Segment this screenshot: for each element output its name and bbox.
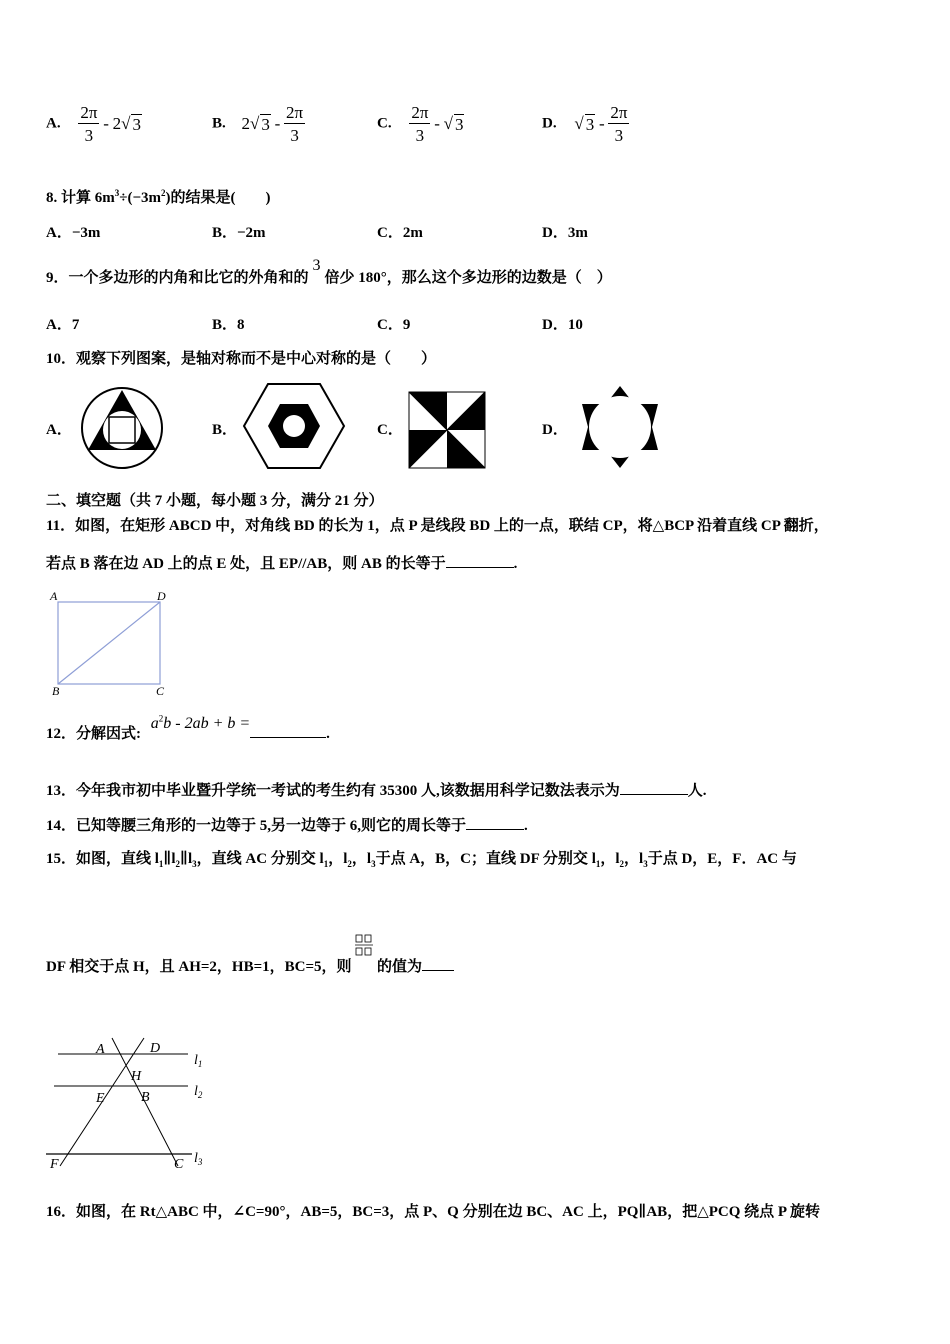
fraction: $\frac{2\pi}{3}$: [610, 103, 628, 145]
placeholder-fraction-icon: [355, 957, 373, 971]
q7-option-b: B. 2√ 3 - $\frac{2\pi}{3}$: [212, 103, 304, 145]
q12-expression: $a^2b - 2ab + b$ =: [150, 713, 251, 732]
q9-option-a: A．7: [46, 317, 80, 333]
q9-stem: 9．一个多边形的内角和比它的外角和的3倍少 180°，那么这个多边形的边数是（ ）: [46, 257, 612, 286]
fraction: $\frac{2\pi}{3}$: [80, 103, 98, 145]
section-heading: 二、填空题（共 7 小题，每小题 3 分，满分 21 分）: [46, 493, 384, 509]
q12-stem: 12．分解因式: $a^2b - 2ab + b$ =.: [46, 713, 330, 742]
sqrt-sign: √: [121, 114, 131, 133]
answer-blank: [422, 970, 454, 971]
q16-stem: 16．如图，在 Rt△ABC 中，∠C=90°，AB=5，BC=3，点 P、Q 分别在边 BC、AC 上，PQ∥AB，把△PCQ 绕点 P 旋转: [46, 1204, 820, 1220]
q10-option-b-label: B．: [212, 422, 238, 438]
label-c: C: [174, 1157, 184, 1172]
q10-option-a-label: A．: [46, 422, 72, 438]
q8-option-a: A．−3m: [46, 225, 101, 241]
label-d: D: [150, 1041, 161, 1056]
label-a: A: [96, 1042, 105, 1057]
answer-blank: [620, 794, 688, 795]
label-d: D: [157, 589, 166, 603]
answer-blank: [250, 737, 326, 738]
q11-figure-rectangle: [46, 588, 176, 700]
q10-figure-c: [407, 390, 487, 470]
q7-option-c: C. $\frac{2\pi}{3}$ - √ 3: [377, 103, 464, 145]
q14-stem: 14．已知等腰三角形的一边等于 5,另一边等于 6,则它的周长等于 .: [46, 818, 528, 834]
q8-stem: 8. 计算 $6m^3\div(-3m^2)$的结果是( ): [46, 188, 271, 206]
q10-figure-b: [240, 380, 348, 472]
sqrt-sign: √: [250, 114, 260, 133]
q10-option-c-label: C．: [377, 422, 403, 438]
q11-line2: 若点 B 落在边 AD 上的点 E 处，且 EP//AB，则 AB 的长等于 .: [46, 556, 518, 572]
label-l1: $l_1$: [194, 1053, 203, 1069]
label-l2: $l_2$: [194, 1084, 203, 1100]
label-f: F: [50, 1157, 59, 1172]
q8-option-d: D．3m: [542, 225, 588, 241]
q10-figure-d: [572, 382, 668, 472]
q10-stem: 10．观察下列图案，是轴对称而不是中心对称的是（ ）: [46, 351, 437, 367]
label-a: A: [50, 589, 58, 603]
q9-option-b: B．8: [212, 317, 245, 333]
answer-blank: [446, 567, 514, 568]
fraction: $\frac{2\pi}{3}$: [411, 103, 429, 145]
q7-option-d: D. √ 3 - $\frac{2\pi}{3}$: [542, 103, 628, 145]
q7-option-a: A. $\frac{2\pi}{3}$ - 2√ 3: [46, 103, 141, 145]
sqrt-sign: √: [443, 114, 453, 133]
sqrt-sign: √: [574, 114, 584, 133]
q15-figure-parallel-lines: [44, 1032, 214, 1174]
q10-option-d-label: D．: [542, 422, 568, 438]
label-l3: $l_3$: [194, 1151, 203, 1167]
label-b: B: [52, 684, 60, 698]
q9-option-d: D．10: [542, 317, 583, 333]
label-h: H: [131, 1069, 142, 1084]
q10-figure-a: [76, 382, 168, 472]
q13-stem: 13．今年我市初中毕业暨升学统一考试的考生约有 35300 人,该数据用科学记数法表示为 人.: [46, 783, 707, 799]
label-b: B: [141, 1090, 150, 1105]
q15-line2: DF 相交于点 H，且 AH=2，HB=1，BC=5，则 的值为: [46, 955, 454, 976]
q11-line1: 11．如图，在矩形 ABCD 中，对角线 BD 的长为 1，点 P 是线段 BD 上的一点，联结 CP，将△BCP 沿着直线 CP 翻折，: [46, 518, 829, 534]
label-c: C: [156, 684, 165, 698]
q9-option-c: C．9: [377, 317, 411, 333]
q8-option-c: C．2m: [377, 225, 423, 241]
fraction: $\frac{2\pi}{3}$: [286, 103, 304, 145]
label-e: E: [96, 1091, 105, 1106]
q15-line1: 15．如图，直线 $l_1\parallel l_2\parallel l_3$，直线 AC 分别交 $l_1$，$l_2$，$l_3$于点 A，B，C；直线 DF 分别交 $l_1$，$l_2$，$l_3$于点 D，E，F．AC 与: [46, 851, 797, 869]
q8-option-b: B．−2m: [212, 225, 266, 241]
placeholder-fraction-glyph: [355, 933, 373, 967]
answer-blank: [466, 829, 524, 830]
